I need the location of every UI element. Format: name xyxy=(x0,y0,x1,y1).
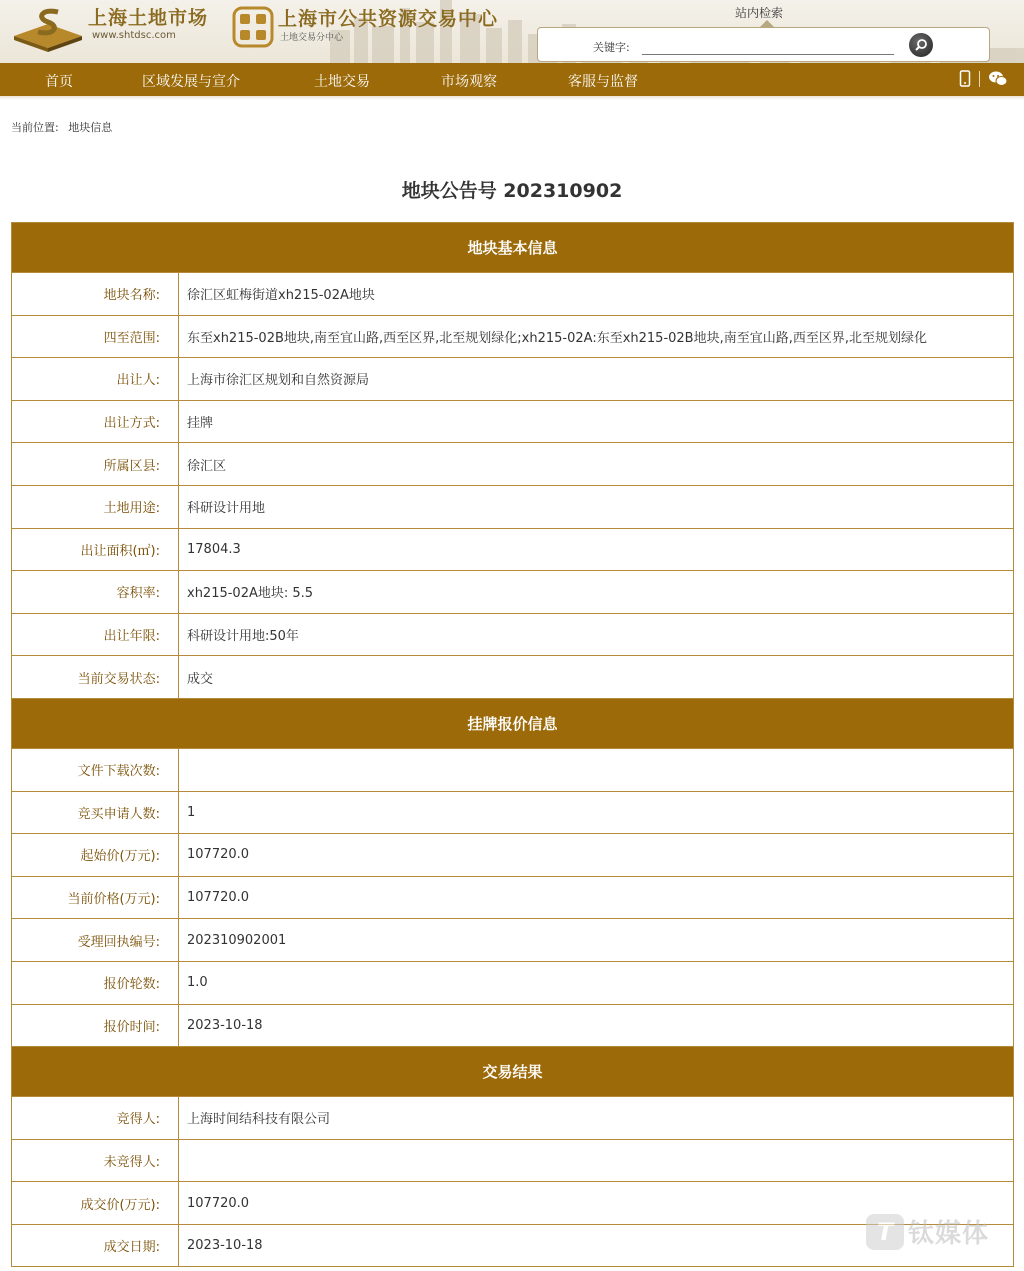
field-value: 107720.0 xyxy=(179,876,1014,919)
table-row xyxy=(12,358,1014,401)
center-title: 上海市公共资源交易中心 xyxy=(278,8,499,30)
section-title: 交易结果 xyxy=(12,1047,1014,1097)
nav-item-service-supervision[interactable]: 客服与监督 xyxy=(568,74,638,90)
field-label: 出让方式: xyxy=(12,400,179,443)
section-title: 地块基本信息 xyxy=(12,223,1014,273)
field-value: 107720.0 xyxy=(179,1182,1014,1225)
field-label: 出让面积(㎡): xyxy=(12,528,179,571)
table-row xyxy=(12,273,1014,316)
section-header-listing-quote xyxy=(12,698,1014,748)
site-header xyxy=(0,0,1024,63)
field-value: 17804.3 xyxy=(179,528,1014,571)
field-value: 上海市徐汇区规划和自然资源局 xyxy=(179,358,1014,401)
public-resource-center-logo[interactable] xyxy=(232,6,498,48)
field-label: 当前交易状态: xyxy=(12,656,179,699)
shanghai-land-market-logo[interactable] xyxy=(12,6,208,52)
breadcrumb-current[interactable]: 地块信息 xyxy=(68,121,113,134)
nav-icon-group xyxy=(959,70,1008,87)
nav-item-regional-development[interactable]: 区域发展与宣介 xyxy=(142,74,240,90)
field-value: 2023-10-18 xyxy=(179,1004,1014,1047)
field-label: 出让人: xyxy=(12,358,179,401)
table-row xyxy=(12,834,1014,877)
table-row xyxy=(12,443,1014,486)
table-row xyxy=(12,791,1014,834)
table-row xyxy=(12,876,1014,919)
table-row xyxy=(12,1224,1014,1267)
table-row xyxy=(12,571,1014,614)
table-row xyxy=(12,485,1014,528)
field-label: 受理回执编号: xyxy=(12,919,179,962)
table-row xyxy=(12,528,1014,571)
field-value: 上海时间结科技有限公司 xyxy=(179,1097,1014,1140)
header-shadow xyxy=(0,96,1024,100)
field-value: 成交 xyxy=(179,656,1014,699)
field-value: 1.0 xyxy=(179,961,1014,1004)
table-row xyxy=(12,315,1014,358)
field-value xyxy=(179,1139,1014,1182)
field-value: 202310902001 xyxy=(179,919,1014,962)
table-row xyxy=(12,613,1014,656)
field-label: 起始价(万元): xyxy=(12,834,179,877)
section-title: 挂牌报价信息 xyxy=(12,698,1014,748)
field-value xyxy=(179,748,1014,791)
public-resource-emblem-icon xyxy=(232,6,274,48)
table-row xyxy=(12,1139,1014,1182)
search-tab-pointer xyxy=(760,20,774,27)
field-label: 四至范围: xyxy=(12,315,179,358)
mobile-icon[interactable] xyxy=(959,70,971,87)
field-value: 107720.0 xyxy=(179,834,1014,877)
table-row xyxy=(12,656,1014,699)
table-row xyxy=(12,1004,1014,1047)
field-label: 竞买申请人数: xyxy=(12,791,179,834)
breadcrumb xyxy=(11,119,112,135)
field-value: 挂牌 xyxy=(179,400,1014,443)
table-row xyxy=(12,1182,1014,1225)
nav-item-home[interactable]: 首页 xyxy=(45,74,73,90)
field-label: 报价时间: xyxy=(12,1004,179,1047)
field-value: 1 xyxy=(179,791,1014,834)
table-row xyxy=(12,748,1014,791)
field-value: 科研设计用地 xyxy=(179,485,1014,528)
table-row xyxy=(12,961,1014,1004)
logo-title: 上海土地市场 xyxy=(88,7,209,29)
nav-item-land-trading[interactable]: 土地交易 xyxy=(314,74,370,90)
section-header-trade-result xyxy=(12,1047,1014,1097)
site-search-tab[interactable]: 站内检索 xyxy=(735,6,784,20)
table-row xyxy=(12,400,1014,443)
tmtpost-watermark xyxy=(866,1213,989,1250)
land-market-emblem-icon xyxy=(12,6,84,52)
nav-item-market-watch[interactable]: 市场观察 xyxy=(441,74,497,90)
search-keyword-label: 关键字: xyxy=(593,41,630,54)
search-input[interactable] xyxy=(642,37,894,55)
field-label: 成交日期: xyxy=(12,1224,179,1267)
search-icon xyxy=(914,38,928,52)
table-row xyxy=(12,1097,1014,1140)
field-label: 报价轮数: xyxy=(12,961,179,1004)
field-label: 成交价(万元): xyxy=(12,1182,179,1225)
field-label: 文件下载次数: xyxy=(12,748,179,791)
watermark-logo: T xyxy=(866,1214,904,1250)
nav-icon-divider xyxy=(979,71,980,87)
field-label: 容积率: xyxy=(12,571,179,614)
parcel-info-table xyxy=(11,222,1014,1267)
field-label: 竞得人: xyxy=(12,1097,179,1140)
field-label: 土地用途: xyxy=(12,485,179,528)
page-title: 地块公告号 202310902 xyxy=(401,180,623,202)
field-label: 所属区县: xyxy=(12,443,179,486)
wechat-icon[interactable] xyxy=(988,70,1008,87)
field-label: 出让年限: xyxy=(12,613,179,656)
search-button[interactable] xyxy=(909,33,933,57)
field-value: 东至xh215-02B地块,南至宜山路,西至区界,北至规划绿化;xh215-02A:东至xh215-02B地块,南至宜山路,西至区界,北至规划绿化 xyxy=(179,315,1014,358)
main-nav xyxy=(0,63,1024,96)
table-row xyxy=(12,919,1014,962)
field-value: 徐汇区虹梅街道xh215-02A地块 xyxy=(179,273,1014,316)
field-value: 徐汇区 xyxy=(179,443,1014,486)
field-value: xh215-02A地块: 5.5 xyxy=(179,571,1014,614)
breadcrumb-label: 当前位置: xyxy=(11,121,59,134)
field-label: 未竞得人: xyxy=(12,1139,179,1182)
field-label: 地块名称: xyxy=(12,273,179,316)
logo-url: www.shtdsc.com xyxy=(92,30,176,41)
section-header-basic-info xyxy=(12,223,1014,273)
field-label: 当前价格(万元): xyxy=(12,876,179,919)
center-subtitle: 土地交易分中心 xyxy=(280,33,344,43)
field-value: 科研设计用地:50年 xyxy=(179,613,1014,656)
watermark-text: 钛媒体 xyxy=(908,1219,990,1249)
field-value: 2023-10-18 xyxy=(179,1224,1014,1267)
